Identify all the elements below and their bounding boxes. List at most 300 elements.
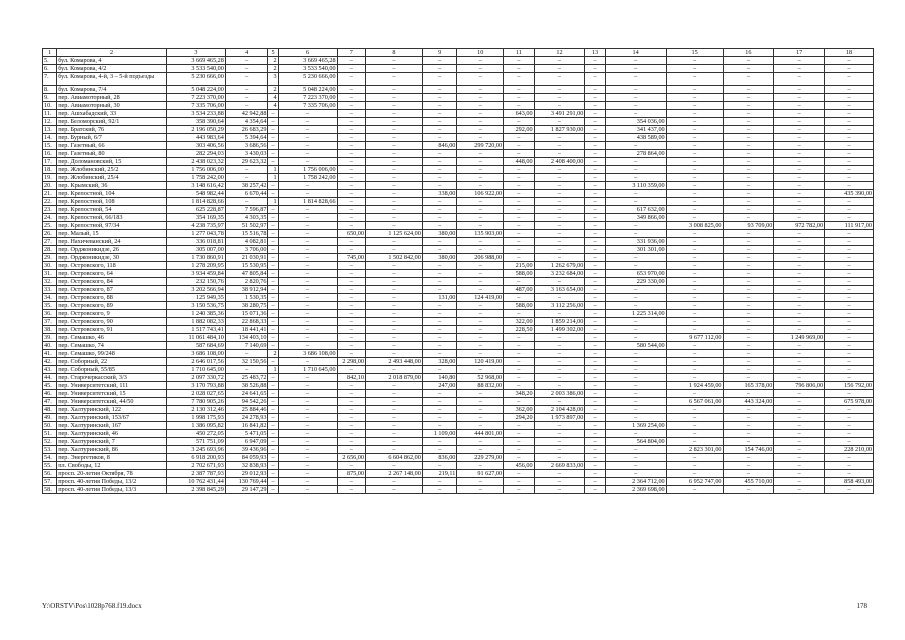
value-cell: 2 669 833,00 xyxy=(534,462,585,470)
value-cell: – xyxy=(666,486,723,494)
value-cell: – xyxy=(666,462,723,470)
value-cell: – xyxy=(666,270,723,278)
table-body xyxy=(43,49,874,494)
column-header: 12 xyxy=(534,49,585,57)
value-cell: – xyxy=(278,150,337,158)
value-cell: – xyxy=(774,118,825,126)
value-cell: 650,00 xyxy=(337,230,365,238)
value-cell: – xyxy=(605,102,666,110)
value-cell: – xyxy=(365,110,422,118)
address-cell: пер. Семашко, 74 xyxy=(57,342,167,350)
value-cell: – xyxy=(457,438,504,446)
value-cell: 292,00 xyxy=(504,126,534,134)
value-cell: – xyxy=(422,126,457,134)
value-cell: 3 148 616,42 xyxy=(166,182,225,190)
value-cell: – xyxy=(774,310,825,318)
value-cell: – xyxy=(774,318,825,326)
value-cell: 643,00 xyxy=(504,110,534,118)
value-cell: – xyxy=(422,246,457,254)
value-cell: – xyxy=(268,246,278,254)
value-cell: – xyxy=(825,414,874,422)
value-cell: 11 061 484,10 xyxy=(166,334,225,342)
value-cell: – xyxy=(365,438,422,446)
value-cell: – xyxy=(365,390,422,398)
address-cell: пер. Халтуринский, 167 xyxy=(57,422,167,430)
value-cell: – xyxy=(337,222,365,230)
value-cell: – xyxy=(337,182,365,190)
value-cell: – xyxy=(268,454,278,462)
value-cell: – xyxy=(723,286,774,294)
value-cell: – xyxy=(723,174,774,182)
value-cell: – xyxy=(534,358,585,366)
value-cell: – xyxy=(365,294,422,302)
value-cell: – xyxy=(365,326,422,334)
value-cell: – xyxy=(457,270,504,278)
value-cell: 301 301,00 xyxy=(605,246,666,254)
row-number: 50. xyxy=(43,422,57,430)
value-cell: 51 502,97 xyxy=(225,222,268,230)
address-cell: пер. Крепостной, 108 xyxy=(57,198,167,206)
value-cell: 229 330,00 xyxy=(605,278,666,286)
value-cell: – xyxy=(365,206,422,214)
value-cell: 2 387 787,93 xyxy=(166,470,225,478)
value-cell: – xyxy=(225,166,268,174)
value-cell: – xyxy=(605,334,666,342)
value-cell: 1 710 645,00 xyxy=(166,366,225,374)
value-cell: 106 922,00 xyxy=(457,190,504,198)
value-cell: – xyxy=(534,430,585,438)
value-cell: – xyxy=(605,190,666,198)
value-cell: – xyxy=(774,278,825,286)
value-cell: – xyxy=(422,182,457,190)
value-cell: – xyxy=(457,73,504,86)
value-cell: – xyxy=(774,446,825,454)
value-cell: 1 530,35 xyxy=(225,294,268,302)
value-cell: – xyxy=(534,294,585,302)
value-cell: – xyxy=(457,110,504,118)
value-cell: 6 952 747,00 xyxy=(666,478,723,486)
value-cell: – xyxy=(723,358,774,366)
table-row xyxy=(43,230,874,238)
column-header: 5 xyxy=(268,49,278,57)
address-cell: пер. Островского, 64 xyxy=(57,270,167,278)
value-cell: – xyxy=(585,73,605,86)
value-cell: – xyxy=(825,350,874,358)
value-cell: – xyxy=(337,174,365,182)
value-cell: – xyxy=(422,278,457,286)
value-cell: 2 438 023,32 xyxy=(166,158,225,166)
value-cell: – xyxy=(278,254,337,262)
table-row xyxy=(43,382,874,390)
value-cell: – xyxy=(774,358,825,366)
value-cell: 32 150,56 xyxy=(225,358,268,366)
value-cell: – xyxy=(337,238,365,246)
value-cell: 3 534 233,88 xyxy=(166,110,225,118)
table-row xyxy=(43,286,874,294)
value-cell: – xyxy=(422,342,457,350)
value-cell: – xyxy=(774,294,825,302)
column-header: 14 xyxy=(605,49,666,57)
value-cell: 348,20 xyxy=(504,390,534,398)
value-cell: 1 499 302,00 xyxy=(534,326,585,334)
value-cell: – xyxy=(422,134,457,142)
value-cell: – xyxy=(666,190,723,198)
value-cell: – xyxy=(457,422,504,430)
value-cell: – xyxy=(278,334,337,342)
value-cell: 1 249 969,00 xyxy=(774,334,825,342)
value-cell: – xyxy=(825,318,874,326)
column-header: 10 xyxy=(457,49,504,57)
value-cell: – xyxy=(605,350,666,358)
value-cell: – xyxy=(723,318,774,326)
value-cell: – xyxy=(337,94,365,102)
value-cell: – xyxy=(504,478,534,486)
value-cell: – xyxy=(278,438,337,446)
value-cell: – xyxy=(534,230,585,238)
value-cell: – xyxy=(825,470,874,478)
value-cell: – xyxy=(278,278,337,286)
table-row xyxy=(43,430,874,438)
value-cell: – xyxy=(774,246,825,254)
value-cell: 47 805,84 xyxy=(225,270,268,278)
value-cell: – xyxy=(422,73,457,86)
value-cell: – xyxy=(585,182,605,190)
value-cell: 52 968,00 xyxy=(457,374,504,382)
value-cell: – xyxy=(268,478,278,486)
value-cell: 1 814 828,66 xyxy=(166,198,225,206)
value-cell: – xyxy=(365,350,422,358)
value-cell: – xyxy=(422,102,457,110)
value-cell: – xyxy=(774,470,825,478)
value-cell: – xyxy=(723,422,774,430)
address-cell: пер. Соборный, 22 xyxy=(57,358,167,366)
value-cell: – xyxy=(723,438,774,446)
value-cell: 875,00 xyxy=(337,470,365,478)
value-cell: – xyxy=(774,486,825,494)
value-cell: – xyxy=(337,406,365,414)
value-cell: – xyxy=(825,254,874,262)
address-cell: пер. Университетский, 111 xyxy=(57,382,167,390)
value-cell: 2 298,00 xyxy=(337,358,365,366)
value-cell: – xyxy=(504,94,534,102)
value-cell: – xyxy=(774,230,825,238)
value-cell: – xyxy=(585,422,605,430)
value-cell: – xyxy=(504,190,534,198)
row-number: 39. xyxy=(43,334,57,342)
value-cell: – xyxy=(225,198,268,206)
value-cell: – xyxy=(605,382,666,390)
value-cell: – xyxy=(585,174,605,182)
header-row xyxy=(43,49,874,57)
address-cell: пер. Старочеркасский, 3/3 xyxy=(57,374,167,382)
value-cell: – xyxy=(605,222,666,230)
value-cell: – xyxy=(534,342,585,350)
value-cell: – xyxy=(723,366,774,374)
value-cell: – xyxy=(268,126,278,134)
value-cell: – xyxy=(585,262,605,270)
value-cell: 2 104 428,00 xyxy=(534,406,585,414)
address-cell: пер. Бурный, 6/7 xyxy=(57,134,167,142)
table-row xyxy=(43,134,874,142)
value-cell: 3 170 793,88 xyxy=(166,382,225,390)
column-header: 17 xyxy=(774,49,825,57)
value-cell: – xyxy=(585,398,605,406)
value-cell: 842,10 xyxy=(337,374,365,382)
value-cell: 580 544,00 xyxy=(605,342,666,350)
value-cell: – xyxy=(774,342,825,350)
table-row xyxy=(43,398,874,406)
value-cell: – xyxy=(337,198,365,206)
value-cell: – xyxy=(534,334,585,342)
value-cell: – xyxy=(504,174,534,182)
value-cell: – xyxy=(504,65,534,73)
value-cell: – xyxy=(365,126,422,134)
value-cell: – xyxy=(457,486,504,494)
value-cell: – xyxy=(504,198,534,206)
value-cell: – xyxy=(585,150,605,158)
value-cell: – xyxy=(337,318,365,326)
value-cell: – xyxy=(534,174,585,182)
value-cell: – xyxy=(337,270,365,278)
column-header: 6 xyxy=(278,49,337,57)
value-cell: 1 502 842,00 xyxy=(365,254,422,262)
value-cell: – xyxy=(278,310,337,318)
value-cell: – xyxy=(585,57,605,65)
value-cell: – xyxy=(666,278,723,286)
value-cell: – xyxy=(337,350,365,358)
column-header: 15 xyxy=(666,49,723,57)
address-cell: пер. Крепостной, 66/183 xyxy=(57,214,167,222)
value-cell: – xyxy=(774,438,825,446)
value-cell: – xyxy=(268,270,278,278)
value-cell: 140,80 xyxy=(422,374,457,382)
value-cell: – xyxy=(774,206,825,214)
value-cell: 617 632,00 xyxy=(605,206,666,214)
value-cell: – xyxy=(422,390,457,398)
value-cell: – xyxy=(268,406,278,414)
value-cell: 154 746,00 xyxy=(723,446,774,454)
value-cell: – xyxy=(585,374,605,382)
value-cell: – xyxy=(457,318,504,326)
address-cell: пер. Университетский, 44/50 xyxy=(57,398,167,406)
value-cell: – xyxy=(605,430,666,438)
value-cell: – xyxy=(723,302,774,310)
value-cell: – xyxy=(774,94,825,102)
value-cell: – xyxy=(504,246,534,254)
value-cell: – xyxy=(605,254,666,262)
value-cell: – xyxy=(278,214,337,222)
value-cell: – xyxy=(825,126,874,134)
value-cell: – xyxy=(278,110,337,118)
table-row xyxy=(43,254,874,262)
value-cell: – xyxy=(585,286,605,294)
row-number: 55. xyxy=(43,462,57,470)
value-cell: – xyxy=(504,206,534,214)
value-cell: – xyxy=(825,486,874,494)
value-cell: – xyxy=(585,254,605,262)
value-cell: 322,00 xyxy=(504,318,534,326)
value-cell: 1 756 006,00 xyxy=(166,166,225,174)
value-cell: 2 820,76 xyxy=(225,278,268,286)
address-cell: пер. Жлобинский, 25/2 xyxy=(57,166,167,174)
value-cell: – xyxy=(278,326,337,334)
value-cell: – xyxy=(365,158,422,166)
value-cell: – xyxy=(268,470,278,478)
value-cell: – xyxy=(278,358,337,366)
value-cell: – xyxy=(278,134,337,142)
value-cell: 282 294,03 xyxy=(166,150,225,158)
value-cell: – xyxy=(365,342,422,350)
value-cell: – xyxy=(585,446,605,454)
row-number: 54. xyxy=(43,454,57,462)
value-cell: 22 868,33 xyxy=(225,318,268,326)
value-cell: 165 378,00 xyxy=(723,382,774,390)
address-cell: просп. 40-летия Победы, 13/3 xyxy=(57,486,167,494)
address-cell: пер. Нахичеванский, 24 xyxy=(57,238,167,246)
table-row xyxy=(43,318,874,326)
value-cell: – xyxy=(666,366,723,374)
value-cell: – xyxy=(723,198,774,206)
value-cell: – xyxy=(666,350,723,358)
value-cell: – xyxy=(825,462,874,470)
row-number: 38. xyxy=(43,326,57,334)
value-cell: – xyxy=(774,150,825,158)
value-cell: – xyxy=(337,334,365,342)
value-cell: – xyxy=(585,94,605,102)
value-cell: 3 150 536,75 xyxy=(166,302,225,310)
value-cell: – xyxy=(605,374,666,382)
value-cell: – xyxy=(774,414,825,422)
value-cell: – xyxy=(457,310,504,318)
value-cell: – xyxy=(337,262,365,270)
value-cell: 1 756 006,00 xyxy=(278,166,337,174)
table-row xyxy=(43,166,874,174)
value-cell: – xyxy=(365,278,422,286)
value-cell: 1 827 930,00 xyxy=(534,126,585,134)
value-cell: – xyxy=(534,142,585,150)
value-cell: 7 596,87 xyxy=(225,206,268,214)
value-cell: – xyxy=(825,270,874,278)
value-cell: 336 018,81 xyxy=(166,238,225,246)
value-cell: – xyxy=(365,318,422,326)
value-cell: – xyxy=(457,166,504,174)
value-cell: – xyxy=(337,342,365,350)
value-cell: – xyxy=(504,166,534,174)
value-cell: – xyxy=(723,166,774,174)
value-cell: 1 730 860,91 xyxy=(166,254,225,262)
value-cell: 120 419,00 xyxy=(457,358,504,366)
value-cell: – xyxy=(585,430,605,438)
value-cell: – xyxy=(666,65,723,73)
value-cell: – xyxy=(666,126,723,134)
value-cell: – xyxy=(337,102,365,110)
value-cell: 1 xyxy=(268,198,278,206)
value-cell: – xyxy=(457,414,504,422)
value-cell: – xyxy=(268,118,278,126)
row-number: 16. xyxy=(43,150,57,158)
value-cell: – xyxy=(337,278,365,286)
value-cell: – xyxy=(774,158,825,166)
value-cell: – xyxy=(605,358,666,366)
value-cell: – xyxy=(825,214,874,222)
value-cell: 331 936,00 xyxy=(605,238,666,246)
value-cell: – xyxy=(534,198,585,206)
value-cell: – xyxy=(278,158,337,166)
value-cell: 1 998 175,93 xyxy=(166,414,225,422)
value-cell: – xyxy=(457,118,504,126)
value-cell: 588,00 xyxy=(504,302,534,310)
value-cell: – xyxy=(605,390,666,398)
value-cell: – xyxy=(825,286,874,294)
row-number: 20. xyxy=(43,182,57,190)
value-cell: – xyxy=(585,270,605,278)
value-cell: – xyxy=(337,190,365,198)
value-cell: – xyxy=(422,238,457,246)
value-cell: – xyxy=(337,446,365,454)
address-cell: пер. Газетный, 80 xyxy=(57,150,167,158)
value-cell: – xyxy=(723,294,774,302)
value-cell: – xyxy=(585,158,605,166)
value-cell: – xyxy=(723,238,774,246)
value-cell: – xyxy=(504,486,534,494)
value-cell: – xyxy=(337,206,365,214)
value-cell: – xyxy=(422,326,457,334)
value-cell: – xyxy=(534,182,585,190)
table-row xyxy=(43,278,874,286)
address-cell: пер. Беломорский, 92/1 xyxy=(57,118,167,126)
value-cell: – xyxy=(504,366,534,374)
table-row xyxy=(43,470,874,478)
value-cell: – xyxy=(585,366,605,374)
value-cell: – xyxy=(774,262,825,270)
value-cell: – xyxy=(534,238,585,246)
value-cell: – xyxy=(365,222,422,230)
row-number: 6. xyxy=(43,65,57,73)
value-cell: 455 710,00 xyxy=(723,478,774,486)
value-cell: – xyxy=(365,102,422,110)
value-cell: 38 526,88 xyxy=(225,382,268,390)
value-cell: – xyxy=(422,318,457,326)
value-cell: – xyxy=(666,166,723,174)
value-cell: – xyxy=(825,430,874,438)
value-cell: 380,00 xyxy=(422,254,457,262)
value-cell: – xyxy=(337,382,365,390)
value-cell: 125 949,35 xyxy=(166,294,225,302)
value-cell: – xyxy=(534,422,585,430)
table-row xyxy=(43,334,874,342)
value-cell: 3 008 825,00 xyxy=(666,222,723,230)
value-cell: 42 942,88 xyxy=(225,110,268,118)
value-cell: – xyxy=(585,294,605,302)
value-cell: – xyxy=(605,158,666,166)
value-cell: – xyxy=(268,398,278,406)
value-cell: – xyxy=(337,246,365,254)
value-cell: – xyxy=(268,182,278,190)
value-cell: 4 082,81 xyxy=(225,238,268,246)
table-row xyxy=(43,142,874,150)
value-cell: – xyxy=(268,214,278,222)
column-header: 4 xyxy=(225,49,268,57)
value-cell: – xyxy=(337,214,365,222)
value-cell: – xyxy=(774,86,825,94)
value-cell: – xyxy=(278,454,337,462)
value-cell: – xyxy=(585,214,605,222)
value-cell: – xyxy=(723,326,774,334)
value-cell: 294,20 xyxy=(504,414,534,422)
value-cell: – xyxy=(365,214,422,222)
column-header: 8 xyxy=(365,49,422,57)
value-cell: – xyxy=(422,310,457,318)
